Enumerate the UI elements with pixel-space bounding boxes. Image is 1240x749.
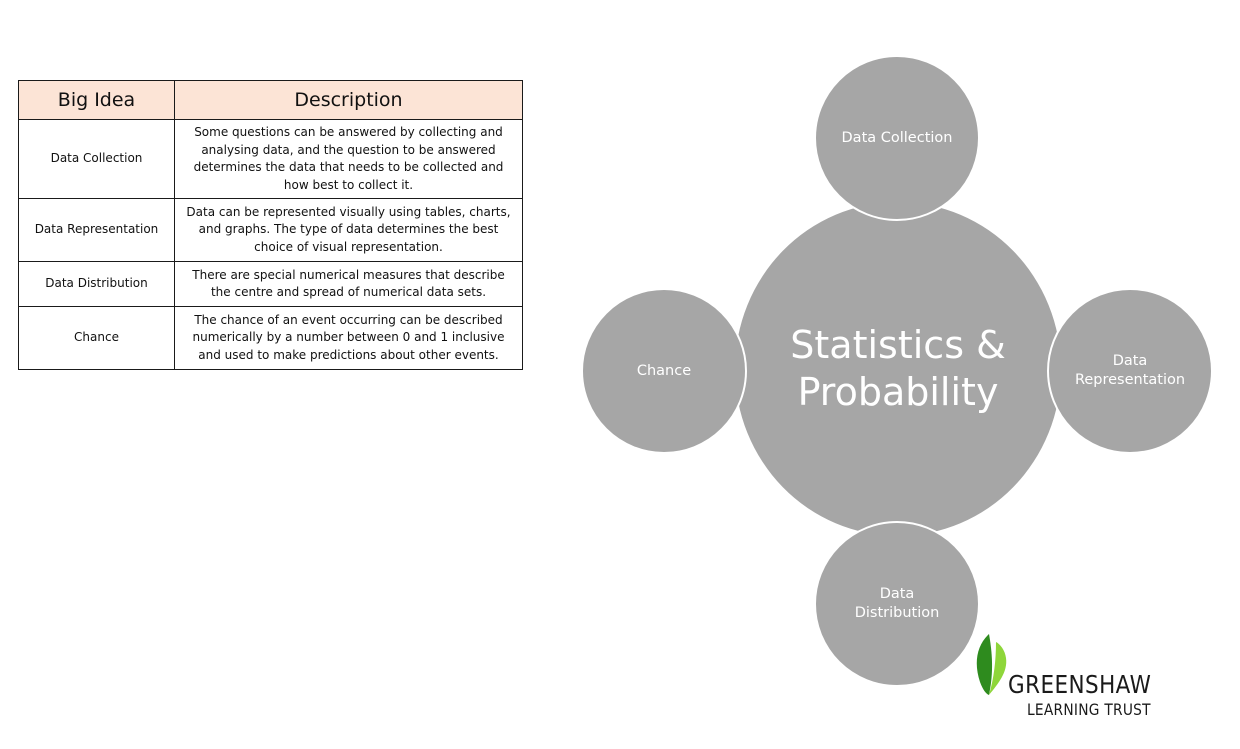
description-cell: Data can be represented visually using tables, charts, and graphs. The type of data determines the best choice of visual representation.	[175, 199, 523, 262]
big-idea-cell: Data Representation	[19, 199, 175, 262]
big-idea-cell: Chance	[19, 307, 175, 370]
big-idea-cell: Data Collection	[19, 120, 175, 199]
greenshaw-logo	[972, 632, 1172, 722]
bottom-label: Data Distribution	[854, 586, 940, 621]
center-label: Statistics & Probability	[790, 323, 1006, 414]
table-row	[19, 307, 523, 370]
big-idea-cell: Data Distribution	[19, 262, 175, 307]
top-label: Data Collection	[841, 129, 953, 146]
logo-line-2: LEARNING TRUST	[1027, 700, 1151, 719]
table-row	[19, 120, 523, 199]
left-label: Chance	[636, 362, 692, 379]
leaf-icon	[972, 632, 1012, 698]
bottom-circle	[814, 521, 980, 687]
description-cell: The chance of an event occurring can be described numerically by a number between 0 and 1 inclusive and used to make predictions about other events.	[175, 307, 523, 370]
logo-line-1: GREENSHAW	[1008, 670, 1152, 699]
right-label: Data Representation	[1074, 353, 1186, 388]
header-description: Description	[175, 81, 523, 120]
left-circle	[581, 288, 747, 454]
description-cell: Some questions can be answered by collecting and analysing data, and the question to be answered determines the data that needs to be collected and how best to collect it.	[175, 120, 523, 199]
right-circle	[1047, 288, 1213, 454]
description-cell: There are special numerical measures that describe the centre and spread of numerical data sets.	[175, 262, 523, 307]
header-big-idea: Big Idea	[19, 81, 175, 120]
big-ideas-table	[18, 80, 523, 370]
table-header-row	[19, 81, 523, 120]
center-circle	[733, 200, 1063, 538]
table-row	[19, 199, 523, 262]
table-row	[19, 262, 523, 307]
top-circle	[814, 55, 980, 221]
